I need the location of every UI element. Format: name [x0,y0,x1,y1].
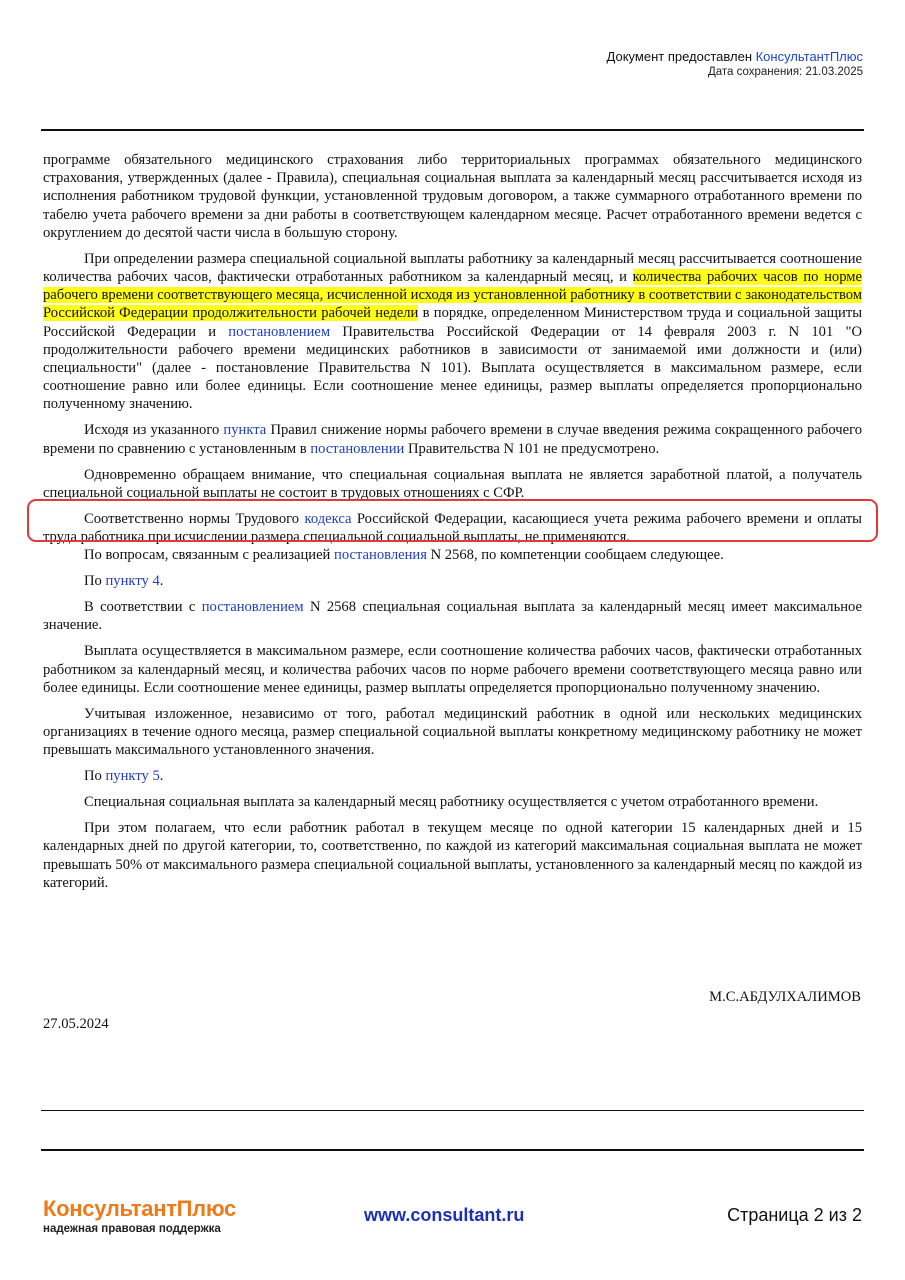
paragraph-7-text-a: По [84,573,106,590]
paragraph-5 [43,510,862,546]
document-header [607,48,863,80]
link-punkt-5[interactable]: пункту 5 [105,768,160,785]
paragraph-9: Выплата осуществляется в максимальном размере, если соотношение количества рабочих часов, фактически отработанных работником за календарный месяц, и количества рабочих часов по норме рабочего времени соответствующего месяца равно или более единицы. Если соотношение менее единицы, размер выплаты определяется пропорционально полученному значению. [43,643,862,696]
page-number: Страница 2 из 2 [727,1205,862,1225]
paragraph-8-text-b: N 2568 специальная социальная выплата за календарный месяц имеет максимальное значение. [43,599,863,634]
document-body [43,151,862,892]
paragraph-2 [43,250,862,414]
link-kodeksa[interactable]: кодекса [304,510,352,527]
paragraph-11 [43,767,862,785]
link-postanovlenii[interactable]: постановлении [310,440,405,457]
paragraph-8 [43,598,862,634]
logo-tagline: надежная правовая поддержка [43,1223,221,1235]
website-link[interactable]: www.consultant.ru [364,1205,525,1225]
paragraph-2-text-c: Правительства Российской Федерации от 14 февраля 2003 г. N 101 "О продолжительности рабочего времени медицинских работников в зависимости от занимаемой ими должности и (или) специальности" (далее - постановление Правительства N 101). Выплата осуществляется в максимальном размере, если соотношение равно или более единицы. Если соотношение менее единицы, размер выплаты определяется пропорционально полученному значению. [43,323,862,413]
paragraph-3-text-c: Правительства N 101 не предусмотрено. [404,440,660,457]
footer-divider-thin [41,1110,864,1111]
paragraph-3-text-b: Правил снижение нормы рабочего времени в случае введения режима сокращенного рабочего времени по сравнению с установленным в [43,422,862,457]
link-postanovleniem[interactable]: постановлением [228,323,331,340]
paragraph-12: Специальная социальная выплата за календарный месяц работнику осуществляется с учетом отработанного времени. [84,794,819,811]
provided-by-line [607,48,863,65]
header-divider [41,129,864,131]
consultant-logo[interactable] [43,1196,236,1236]
paragraph-5-text-a: Соответственно нормы Трудового [84,510,305,527]
document-date: 27.05.2024 [43,1016,109,1032]
paragraph-11-text-b: . [159,768,164,785]
provider-brand-link[interactable]: КонсультантПлюс [755,49,863,64]
footer-divider-thick [41,1149,864,1151]
link-punkta[interactable]: пункта [223,422,267,439]
paragraph-7-text-b: . [159,573,164,590]
paragraph-11-text-a: По [84,768,106,785]
saved-date: Дата сохранения: 21.03.2025 [707,66,863,78]
annotated-paragraph-wrapper [43,510,862,546]
link-postanovleniya[interactable]: постановления [334,547,427,564]
paragraph-7 [43,572,862,590]
paragraph-2-text-a: При определении размера специальной социальной выплаты работнику за календарный месяц рассчитывается соотношение количества рабочих часов, фактически отработанных работником за календарный месяц, и [43,250,862,286]
paragraph-5-text-b: Российской Федерации, касающиеся учета режима рабочего времени и оплаты труда работника при исчислении размера специальной социальной выплаты, не применяются. [43,510,862,546]
paragraph-6-text-b: N 2568, по компетенции сообщаем следующее. [426,547,724,564]
signature: М.С.АБДУЛХАЛИМОВ [709,989,861,1005]
highlighted-text: количества рабочих часов по норме рабочего времени соответствующего месяца, исчисленной исходя из установленной работнику в соответствии с законодательством Российской Федерации продолжительности рабочей недели [43,269,862,322]
logo-name: КонсультантПлюс [43,1196,236,1221]
paragraph-4: Одновременно обращаем внимание, что специальная социальная выплата не является заработной платой, а получатель специальной социальной выплаты не состоит в трудовых отношениях с СФР. [43,466,862,501]
paragraph-6 [43,546,862,564]
paragraph-13: При этом полагаем, что если работник работал в текущем месяце по одной категории 15 календарных дней и 15 календарных дней по другой категории, то, соответственно, по каждой из категорий максимальная социальная выплата не может превышать 50% от максимального размера специальной социальной выплаты, установленного за календарный месяц по каждой из категорий. [43,820,862,891]
paragraph-6-text-a: По вопросам, связанным с реализацией [84,547,335,564]
paragraph-1: программе обязательного медицинского страхования либо территориальных программах обязательного медицинского страхования, утвержденных (далее - Правила), специальная социальная выплата за календарный месяц рассчитывается исходя из исполнения работником трудовой функции, установленной трудовым договором, а также суммарного отработанного времени по табелю учета рабочего времени за дни работы в соответствующем календарном месяце. Расчет отработанного времени ведется с округлением до десятой части числа в большую сторону. [43,152,862,241]
paragraph-10: Учитывая изложенное, независимо от того, работал медицинский работник в одной или нескольких медицинских организациях в течение одного месяца, размер специальной социальной выплаты конкретному медицинскому работнику не может превышать максимального установленного значения. [43,705,862,759]
paragraph-3 [43,421,862,457]
paragraph-3-text-a: Исходя из указанного [84,422,224,439]
paragraph-2-text-b: в порядке, определенном Министерством труда и социальной защиты Российской Федерации и [43,305,862,340]
link-postanovleniem-2568[interactable]: постановлением [201,599,304,616]
provided-by-text: Документ предоставлен [606,49,756,64]
link-punkt-4[interactable]: пункту 4 [105,573,160,590]
paragraph-8-text-a: В соответствии с [84,599,202,616]
